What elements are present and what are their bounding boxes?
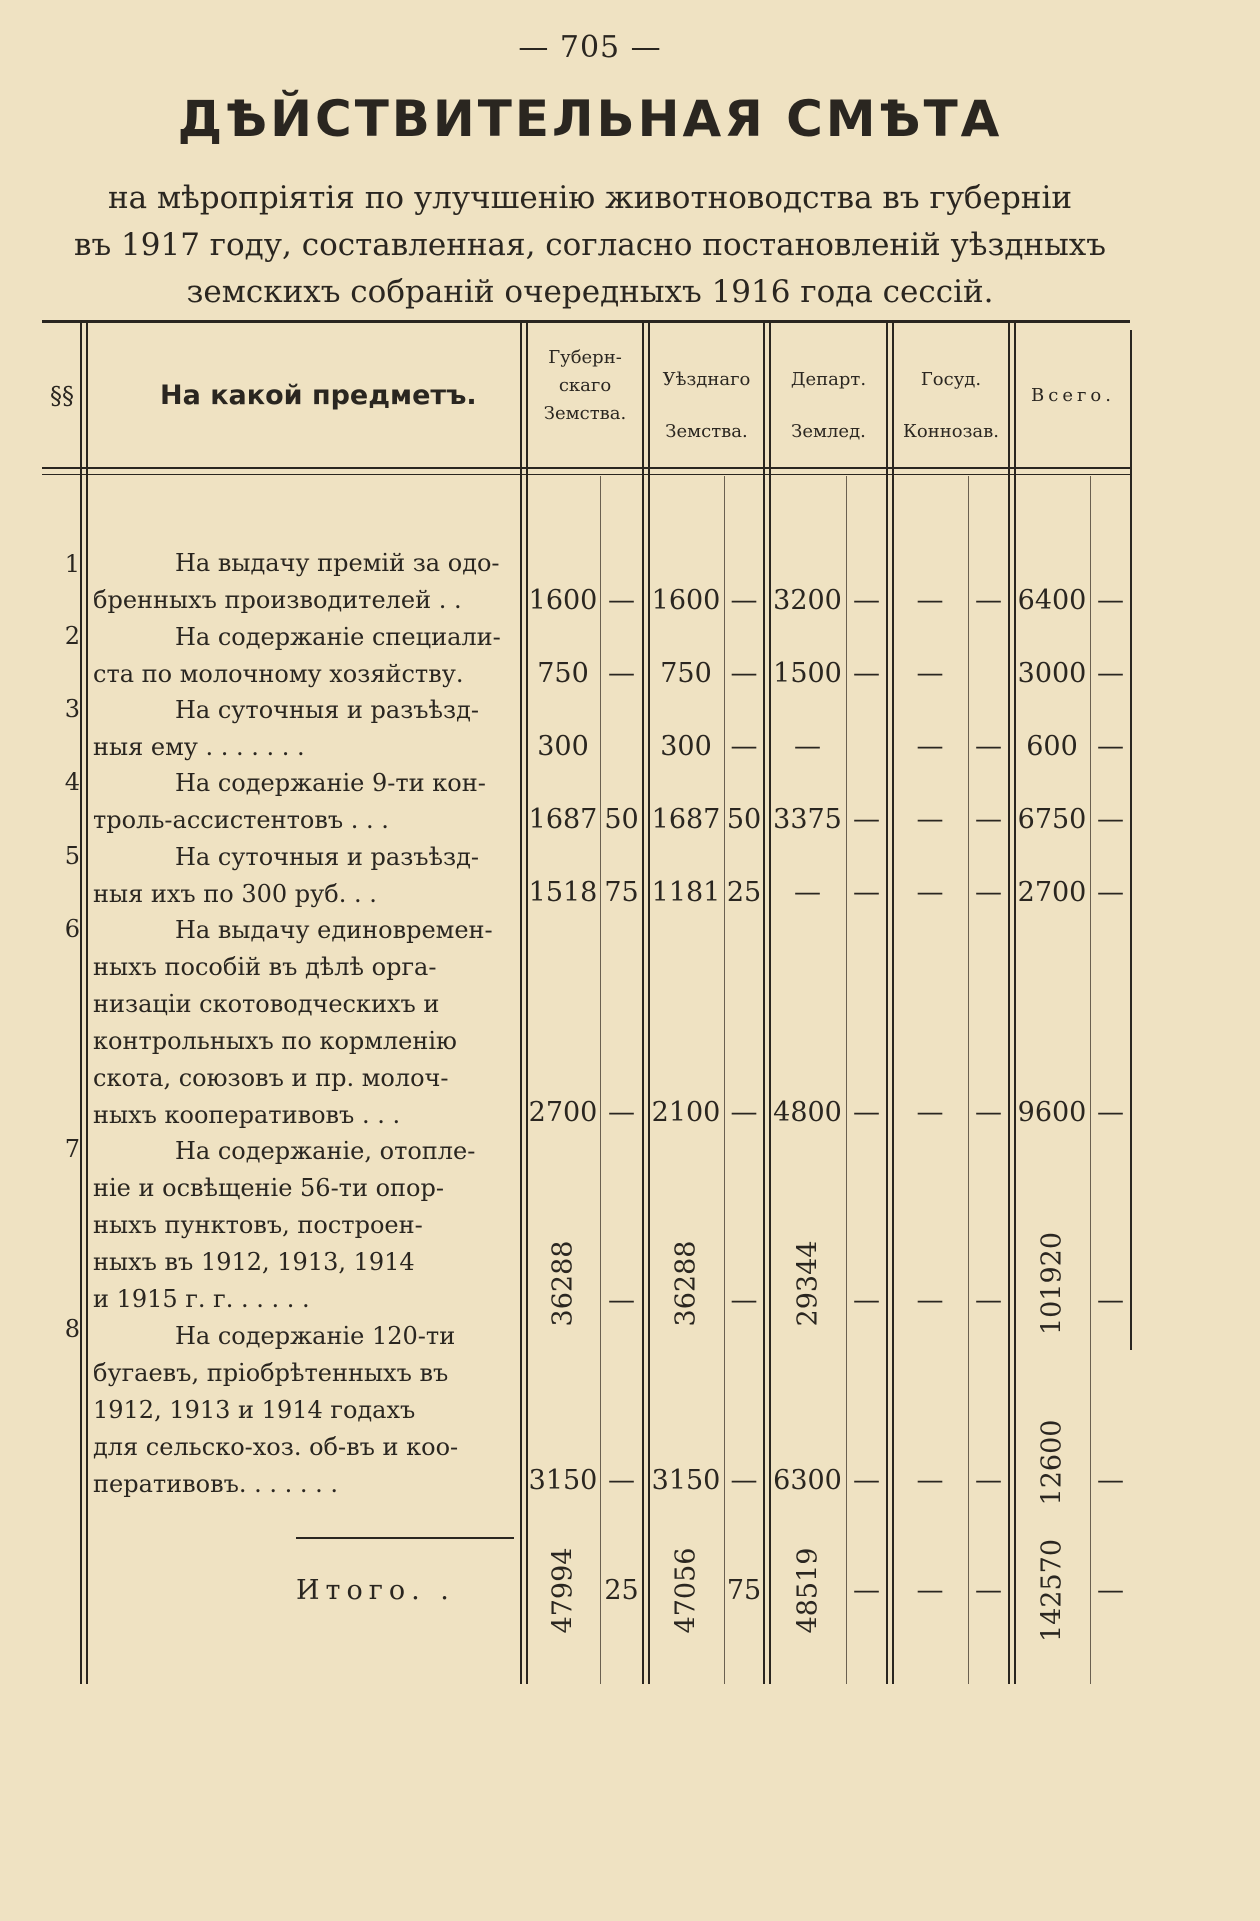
row-number: 8 [64, 1315, 80, 1343]
gos-kop: — [975, 585, 1002, 616]
header-total: Всего. [1031, 385, 1115, 406]
gub-kop: 50 [604, 804, 639, 835]
gub-rub: 750 [537, 658, 589, 689]
tot-rub: 6400 [1017, 585, 1087, 616]
column-divider [763, 322, 765, 1684]
tot-kop: — [1097, 731, 1124, 762]
desc-line: На содержаніе 120-ти [175, 1322, 456, 1350]
desc-line: На содержаніе 9-ти кон- [175, 769, 486, 797]
uezd-kop: — [730, 658, 758, 689]
desc-line: На содержаніе, отопле- [175, 1137, 476, 1165]
row-description [93, 1318, 508, 1503]
dep-rub-rotated: 29344 [792, 1240, 824, 1327]
dep-rub: — [794, 877, 821, 908]
subtitle [60, 175, 1120, 316]
uezd-rub: 1181 [651, 877, 721, 908]
column-divider [80, 322, 82, 1684]
header-num: §§ [50, 382, 74, 410]
dep-kop: — [853, 1285, 880, 1316]
uezd-rub: 300 [660, 731, 712, 762]
total-tot-kop: — [1097, 1575, 1124, 1606]
header-line: Землед. [791, 421, 866, 442]
header-line: Госуд. [920, 369, 982, 390]
page-number: — 705 — [518, 30, 662, 65]
uezd-kop: — [730, 731, 758, 762]
uezd-rub: 3150 [651, 1465, 721, 1496]
gos-kop: — [975, 804, 1002, 835]
desc-line: контрольныхъ по кормленію [93, 1027, 457, 1055]
uezd-kop: — [730, 1097, 758, 1128]
tot-kop: — [1097, 877, 1124, 908]
desc-line: и 1915 г. г. . . . . . [93, 1285, 310, 1313]
uezd-rub: 2100 [651, 1097, 721, 1128]
total-dep-kop: — [853, 1575, 880, 1606]
header-line: Коннозав. [902, 421, 999, 442]
dep-kop: — [853, 804, 880, 835]
desc-line: На содержаніе специали- [175, 623, 501, 651]
uezd-kop: — [730, 585, 758, 616]
tot-rub: 9600 [1017, 1097, 1087, 1128]
gub-kop: — [608, 1285, 635, 1316]
page-title: ДѢЙСТВИТЕЛЬНАЯ СМѢТА [177, 90, 1003, 148]
tot-rub-rotated: 101920 [1036, 1231, 1068, 1336]
dep-kop: — [853, 585, 880, 616]
subtitle-line: земскихъ собраній очередныхъ 1916 года сессій. [186, 274, 994, 310]
header-bottom-rule [42, 474, 1130, 475]
column-divider [642, 322, 644, 1684]
total-gub-rotated: 47994 [547, 1547, 579, 1634]
desc-line: ніе и освѣщеніе 56-ти опор- [93, 1174, 444, 1202]
desc-line: 1912, 1913 и 1914 годахъ [93, 1396, 416, 1424]
total-uezd-rotated: 47056 [670, 1547, 702, 1634]
tot-kop: — [1097, 1285, 1124, 1316]
desc-line: ныхъ въ 1912, 1913, 1914 [93, 1248, 415, 1276]
gub-rub: 2700 [528, 1097, 598, 1128]
row-number: 3 [64, 695, 80, 723]
desc-line: ныя ему . . . . . . . [93, 733, 305, 761]
tot-rub: 6750 [1017, 804, 1087, 835]
subtitle-line: въ 1917 году, составленная, согласно постановленій уѣздныхъ [74, 227, 1106, 263]
gub-kop: — [608, 658, 635, 689]
total-label: Итого. . [296, 1575, 455, 1606]
desc-line: перативовъ. . . . . . . [93, 1470, 339, 1498]
gos-rub: — [916, 731, 944, 762]
row-description [93, 765, 508, 839]
desc-line: ста по молочному хозяйству. [93, 660, 464, 688]
row-description [93, 839, 508, 913]
tot-kop: — [1097, 658, 1124, 689]
desc-line: бренныхъ производителей . . [93, 586, 462, 614]
gub-rub: 1518 [528, 877, 598, 908]
uezd-rub: 1600 [651, 585, 721, 616]
gos-rub: — [916, 1465, 944, 1496]
tot-kop: — [1097, 804, 1124, 835]
tot-kop: — [1097, 1097, 1124, 1128]
total-gos-rub: — [916, 1575, 944, 1606]
gub-kop: 75 [604, 877, 639, 908]
dep-kop: — [853, 1465, 880, 1496]
dep-rub: 4800 [773, 1097, 842, 1128]
header-line: Земства. [543, 403, 627, 424]
header-depart [771, 354, 886, 458]
gos-rub: — [916, 658, 944, 689]
header-uezd [650, 354, 763, 458]
total-gos-kop: — [975, 1575, 1002, 1606]
desc-line: На суточныя и разъѣзд- [175, 843, 479, 871]
column-divider [520, 322, 522, 1684]
gos-kop: — [975, 1097, 1002, 1128]
uezd-kop: 25 [726, 877, 762, 908]
header-gosud [894, 354, 1008, 458]
header-line: Губерн- [548, 347, 622, 368]
column-divider [1008, 322, 1010, 1684]
header-bottom-rule [42, 467, 1130, 469]
gos-rub: — [916, 1285, 944, 1316]
header-line: скаго [558, 375, 612, 396]
column-divider [886, 322, 888, 1684]
gos-rub: — [916, 585, 944, 616]
gos-rub: — [916, 877, 944, 908]
row-description [93, 545, 508, 619]
gos-kop: — [975, 877, 1002, 908]
header-line: Департ. [790, 369, 867, 390]
column-divider [1014, 322, 1016, 1684]
gub-rub: 3150 [528, 1465, 598, 1496]
dep-rub: 6300 [773, 1465, 842, 1496]
desc-line: На выдачу премій за одо- [175, 549, 500, 577]
column-divider [1130, 330, 1132, 1350]
desc-line: низаціи скотоводческихъ и [93, 990, 440, 1018]
desc-line: троль-ассистентовъ . . . [93, 806, 389, 834]
gub-rub: 1600 [528, 585, 598, 616]
row-number: 6 [64, 915, 80, 943]
gub-rub: 300 [537, 731, 589, 762]
row-number: 7 [64, 1135, 80, 1163]
dep-kop: — [853, 658, 880, 689]
desc-line: ныя ихъ по 300 руб. . . [93, 880, 377, 908]
tot-rub-rotated: 12600 [1036, 1419, 1068, 1506]
gub-kop: — [608, 585, 635, 616]
kopek-divider [968, 476, 969, 1684]
dep-kop: — [853, 1097, 880, 1128]
desc-line: бугаевъ, пріобрѣтенныхъ въ [93, 1359, 449, 1387]
tot-kop: — [1097, 585, 1124, 616]
tot-rub: 3000 [1017, 658, 1087, 689]
uezd-rub: 1687 [651, 804, 721, 835]
subtitle-line: на мѣропріятія по улучшенію животноводства въ губерніи [107, 180, 1073, 216]
tot-rub: 2700 [1017, 877, 1087, 908]
row-description [93, 912, 508, 1134]
gos-rub: — [916, 1097, 944, 1128]
desc-line: На выдачу единовремен- [175, 916, 493, 944]
total-rule [296, 1537, 514, 1539]
table-top-rule [42, 320, 1130, 323]
gub-rub-rotated: 36288 [547, 1240, 579, 1327]
dep-rub: 1500 [773, 658, 842, 689]
gos-kop: — [975, 731, 1002, 762]
desc-line: скота, союзовъ и пр. молоч- [93, 1064, 449, 1092]
row-description [93, 1133, 508, 1318]
row-number: 2 [64, 622, 80, 650]
dep-kop: — [853, 877, 880, 908]
desc-line: для сельско-хоз. об-въ и коо- [93, 1433, 459, 1461]
header-gub [528, 344, 642, 428]
gos-kop: — [975, 1465, 1002, 1496]
header-subject: На какой предметъ. [160, 380, 477, 411]
gub-kop: — [608, 1097, 635, 1128]
gub-kop: — [608, 1465, 635, 1496]
total-dep-rotated: 48519 [792, 1547, 824, 1634]
uezd-kop: — [730, 1465, 758, 1496]
gos-kop: — [975, 1285, 1002, 1316]
dep-rub: 3200 [773, 585, 842, 616]
desc-line: ныхъ кооперативовъ . . . [93, 1101, 401, 1129]
desc-line: ныхъ пособій въ дѣлѣ орга- [93, 953, 437, 981]
column-divider [86, 322, 88, 1684]
tot-rub: 600 [1026, 731, 1078, 762]
gos-rub: — [916, 804, 944, 835]
uezd-rub: 750 [660, 658, 712, 689]
uezd-kop: 50 [726, 804, 762, 835]
uezd-rub-rotated: 36288 [670, 1240, 702, 1327]
row-number: 4 [64, 768, 80, 796]
row-number: 5 [64, 842, 80, 870]
total-gub-kop: 25 [604, 1575, 639, 1606]
desc-line: ныхъ пунктовъ, построен- [93, 1211, 423, 1239]
header-line: Земства. [665, 421, 748, 442]
row-number: 1 [64, 550, 80, 578]
gub-rub: 1687 [528, 804, 598, 835]
total-tot-rotated: 142570 [1036, 1538, 1068, 1643]
tot-kop: — [1097, 1465, 1124, 1496]
desc-line: На суточныя и разъѣзд- [175, 696, 479, 724]
uezd-kop: — [730, 1285, 758, 1316]
header-line: Уѣзднаго [662, 369, 751, 390]
dep-rub: — [794, 731, 821, 762]
row-description [93, 619, 508, 693]
dep-rub: 3375 [773, 804, 842, 835]
total-uezd-kop: 75 [726, 1575, 762, 1606]
row-description [93, 692, 508, 766]
